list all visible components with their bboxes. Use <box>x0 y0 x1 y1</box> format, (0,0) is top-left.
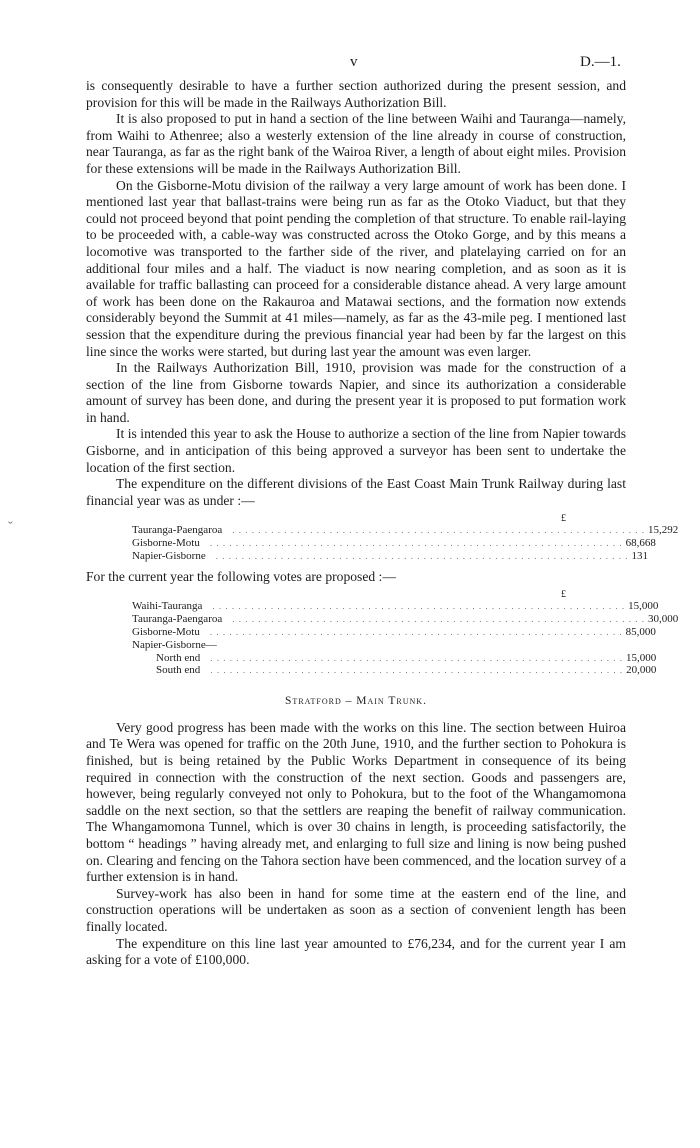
row-amount: 15,292 <box>647 524 679 537</box>
dot-leader: . . . . . . . . . . . . . . . . . . . . . . . . . . . . . . . . . . . . . . . . . . . . . . . . . . . . . . . . . . . . . . . . <box>212 601 626 612</box>
section-heading: Stratford – Main Trunk. <box>285 695 427 708</box>
dot-leader: . . . . . . . . . . . . . . . . . . . . . . . . . . . . . . . . . . . . . . . . . . . . . . . . . . . . . . . . . . . . . . . . <box>209 538 623 549</box>
dot-leader: . . . . . . . . . . . . . . . . . . . . . . . . . . . . . . . . . . . . . . . . . . . . . . . . . . . . . . . . . . . . . . . . <box>215 551 629 562</box>
paragraph: It is intended this year to ask the House to authorize a section of the line from Napier towards Gisborne, and in anticipation of this being approved a surveyor has been sent to undertake the location of the first section. <box>86 426 626 475</box>
votes-table <box>132 589 679 677</box>
table-row <box>132 600 659 613</box>
currency-symbol: £ <box>561 513 566 525</box>
dot-leader: . . . . . . . . . . . . . . . . . . . . . . . . . . . . . . . . . . . . . . . . . . . . . . . . . . . . . . . . . . . . . . . . <box>210 665 624 676</box>
dot-leader: . . . . . . . . . . . . . . . . . . . . . . . . . . . . . . . . . . . . . . . . . . . . . . . . . . . . . . . . . . . . . . . . <box>232 614 645 625</box>
expenditure-table <box>132 513 679 563</box>
page-header <box>0 54 700 74</box>
row-label: Napier-Gisborne <box>132 550 206 563</box>
paragraph: The expenditure on this line last year amounted to £76,234, and for the current year I am asking for a vote of £100,000. <box>86 935 626 968</box>
row-label: North end <box>156 651 201 664</box>
row-amount: 15,000 <box>628 600 659 613</box>
row-amount: 20,000 <box>626 664 657 677</box>
row-amount: 15,000 <box>626 651 657 664</box>
row-label: South end <box>156 664 201 677</box>
paragraph: Survey-work has also been in hand for some time at the eastern end of the line, and construction operations will be undertaken as soon as a section of convenient length has been finally located. <box>86 885 626 934</box>
dot-leader: . . . . . . . . . . . . . . . . . . . . . . . . . . . . . . . . . . . . . . . . . . . . . . . . . . . . . . . . . . . . . . . . <box>209 627 623 638</box>
row-label: Waihi-Tauranga <box>132 600 203 613</box>
paragraph: is consequently desirable to have a further section authorized during the present session, and provision for this will be made in the Railways Authorization Bill. <box>86 78 626 110</box>
row-label: Tauranga-Paengaroa <box>132 613 223 626</box>
table-row <box>132 613 679 626</box>
table-row <box>132 537 656 550</box>
table-row <box>132 664 657 677</box>
page-number: v <box>350 54 358 70</box>
row-label: Gisborne-Motu <box>132 626 200 639</box>
group-label: Napier-Gisborne— <box>132 638 217 651</box>
margin-mark-icon: ˇ <box>8 520 13 535</box>
table-row <box>132 550 648 563</box>
row-amount: 30,000 <box>647 613 679 626</box>
dot-leader: . . . . . . . . . . . . . . . . . . . . . . . . . . . . . . . . . . . . . . . . . . . . . . . . . . . . . . . . . . . . . . . . <box>210 652 624 663</box>
row-amount: 131 <box>631 550 648 563</box>
table-row <box>132 524 679 537</box>
document-reference: D.—1. <box>580 54 621 70</box>
row-label: Gisborne-Motu <box>132 537 200 550</box>
paragraph: In the Railways Authorization Bill, 1910, provision was made for the construction of a section of the line from Gisborne towards Napier, and since its authorization a considerable amount of survey has been done, and during the present year it is proposed to put formation work in hand. <box>86 360 626 425</box>
row-amount: 85,000 <box>625 626 656 639</box>
paragraph: On the Gisborne-Motu division of the railway a very large amount of work has been done. I mentioned last year that ballast-trains were being run as far as the Otoko Viaduct, but that they could not proceed beyond that point pending the completion of that structure. To enable rail-laying to be proceeded with, a cable-way was constructed across the Otoko Gorge, and by this means a locomotive was transported to the farther side of the river, and platelaying carried on for an additional four miles and a half. The viaduct is now nearing completion, and as soon as it is available for traffic ballasting can proceed for a considerable distance ahead. A very large amount of work has been done on the Rakauroa and Matawai sections, and the formation now extends considerably beyond the Summit at 41 miles—namely, as far as the 43-mile peg. I mentioned last session that the expenditure during the previous financial year had been by far the largest on this line since the works were started, but during last year the amount was even larger. <box>86 177 626 359</box>
table-row <box>132 626 656 639</box>
document-body <box>86 78 679 969</box>
table-row <box>132 651 657 665</box>
row-label: Tauranga-Paengaroa <box>132 524 223 537</box>
paragraph: Very good progress has been made with the works on this line. The section between Huiroa and Te Wera was opened for traffic on the 20th June, 1910, and the further section to Pohokura is finished, but is being retained by the Public Works Department in consequence of its being required in connection with the construction of the next section. Goods and passengers are, however, being regularly conveyed not only to Pohokura, but to the foot of the Whangamomona saddle on the next section, so that the settlers are reaping the benefit of railway communication. The Whangamomona Tunnel, which is over 30 chains in length, is proceeding satisfactorily, the bottom “ headings ” having already met, and enlarging to full size and lining is now being pushed on. Clearing and fencing on the Tahora section have been commenced, and the location survey of a further extension is in hand. <box>86 719 626 885</box>
paragraph: It is also proposed to put in hand a section of the line between Waihi and Tauranga—namely, from Waihi to Athenree; also a westerly extension of the line already in course of construction, near Tauranga, as far as the right bank of the Wairoa River, a length of about eight miles. Provision for these extensions will be made in the Railways Authorization Bill. <box>86 111 626 176</box>
table-group-row <box>132 639 566 652</box>
row-amount: 68,668 <box>625 537 656 550</box>
paragraph: The expenditure on the different divisions of the East Coast Main Trunk Railway during last financial year was as under :— <box>86 476 626 508</box>
paragraph: For the current year the following votes are proposed :— <box>86 568 396 584</box>
currency-symbol: £ <box>561 589 566 601</box>
dot-leader: . . . . . . . . . . . . . . . . . . . . . . . . . . . . . . . . . . . . . . . . . . . . . . . . . . . . . . . . . . . . . . . . <box>232 525 645 536</box>
